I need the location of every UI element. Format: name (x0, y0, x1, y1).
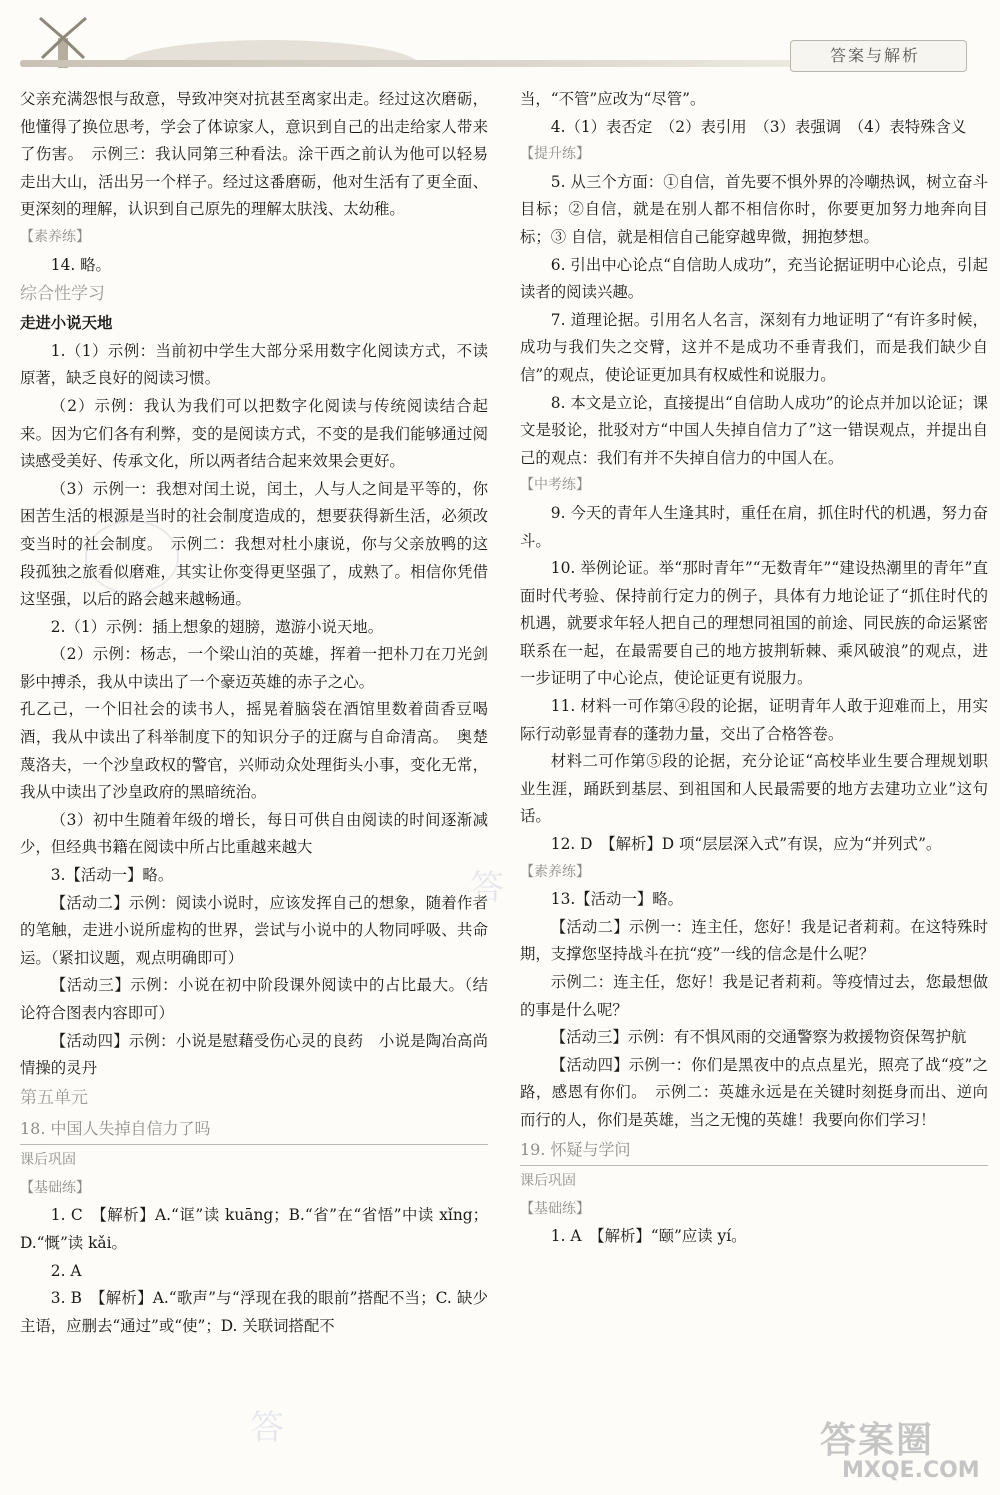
sub-heading: 走进小说天地 (20, 314, 113, 333)
section-label: 【基础练】 (20, 1179, 90, 1196)
section-label: 【中考练】 (520, 477, 590, 494)
lesson-title: 18. 中国人失掉自信力了吗 (20, 1114, 488, 1145)
answer-paragraph: 孔乙己，一个旧社会的读书人，摇晃着脑袋在酒馆里数着茴香豆喝酒，我从中读出了科举制度下的知识分子的迂腐与自命清高。 奥楚蔑洛夫，一个沙皇政权的警官，兴师动众处理街头小事，变化无常，我从中读出了沙皇政府的黑暗统治。 (20, 700, 488, 802)
site-logo-url: MXQE.COM (842, 1458, 980, 1483)
answer-paragraph: 1. A 【解析】“颐”应读 yí。 (550, 1227, 747, 1246)
answer-paragraph: 8. 本文是立论，直接提出“自信助人成功”的论点并加以论证；课文是驳论，批驳对方“中国人失掉自信力了”这一错误观点，并提出自己的观点：我们有并不失掉自信力的中国人在。 (520, 393, 988, 467)
answer-paragraph: 11. 材料一可作第④段的论据，证明青年人敢于迎难而上，用实际行动彰显青春的蓬勃力量，交出了合格答卷。 (520, 697, 988, 743)
answer-paragraph: 4.（1）表否定 （2）表引用 （3）表强调 （4）表特殊含义 (550, 117, 967, 136)
answer-paragraph: 9. 今天的青年人生逢其时，重任在肩，抓住时代的机遇，努力奋斗。 (520, 503, 988, 550)
site-logo: 答案圈 (820, 1420, 935, 1461)
practice-label: 课后巩固 (520, 1172, 576, 1189)
section-label: 【素养练】 (20, 228, 90, 245)
answer-paragraph: 10. 举例论证。举“那时青年”“无数青年”“建设热潮里的青年”直面时代考验、保持前行定力的例子，具体有力地论证了“抓住时代的机遇，就要求年轻人把自己的理想同祖国的前途、同民族的命运紧密联系在一起，在最需要自己的地方披荆斩棘、乘风破浪”的观点，进一步证明了中心论点，使论证更有说服力。 (520, 559, 988, 688)
answer-paragraph: 【活动三】示例：有不惧风雨的交通警察为救援物资保驾护航 (550, 1028, 967, 1047)
lesson-title: 19. 怀疑与学问 (520, 1135, 988, 1166)
watermark: 答 (250, 1408, 284, 1448)
answer-paragraph: 2. A (50, 1261, 82, 1280)
answer-paragraph: 13.【活动一】略。 (550, 890, 684, 909)
answer-paragraph: 【活动二】示例：阅读小说时，应该发挥自己的想象，随着作者的笔触，走进小说所虚构的世界，尝试与小说中的人物同呼吸、共命运。（紧扣议题，观点明确即可） (20, 893, 488, 967)
answer-paragraph: 2.（1）示例：插上想象的翅膀，遨游小说天地。 (50, 617, 384, 636)
answer-paragraph: 7. 道理论据。引用名人名言，深刻有力地证明了“有许多时候，成功与我们失之交臂，这并不是成功不垂青我们，而是我们缺少自信”的观点，使论证更加具有权威性和说服力。 (520, 310, 988, 384)
section-label: 【提升练】 (520, 146, 590, 163)
answer-paragraph: 3.【活动一】略。 (50, 866, 174, 885)
section-heading: 第五单元 (20, 1087, 88, 1108)
practice-label: 课后巩固 (20, 1151, 76, 1168)
answer-paragraph: （3）初中生随着年级的增长，每日可供自由阅读的时间逐渐减少，但经典书籍在阅读中所占比重越来越大 (20, 810, 488, 857)
section-label: 【素养练】 (520, 863, 590, 880)
answer-paragraph: 示例二：连主任，您好！我是记者莉莉。等疫情过去，您最想做的事是什么呢？ (520, 973, 988, 1019)
answer-paragraph: 1. C 【解析】A.“诓”读 kuāng；B.“省”在“省悟”中读 xǐng；D.“慨”读 kǎi。 (20, 1206, 488, 1252)
answer-paragraph: 12. D 【解析】D 项“层层深入式”有误，应为“并列式”。 (550, 835, 942, 854)
right-column (520, 86, 988, 1251)
answer-paragraph: 【活动四】示例：小说是慰藉受伤心灵的良药 小说是陶冶高尚情操的灵丹 (20, 1031, 488, 1078)
section-heading: 综合性学习 (20, 284, 105, 305)
left-column (20, 86, 488, 1340)
answer-paragraph: 【活动二】示例一：连主任，您好！我是记者莉莉。在这特殊时期，支撑您坚持战斗在抗“疫”一线的信念是什么呢？ (520, 917, 988, 964)
answer-paragraph: 3. B 【解析】A.“歌声”与“浮现在我的眼前”搭配不当；C. 缺少主语，应删去“通过”或“使”；D. 关联词搭配不 (20, 1289, 488, 1335)
answer-paragraph: 1.（1）示例：当前初中学生大部分采用数字化阅读方式，不读原著，缺乏良好的阅读习惯。 (20, 341, 488, 388)
watermark: 答 (470, 868, 504, 908)
answer-paragraph: （2）示例：我认为我们可以把数字化阅读与传统阅读结合起来。因为它们各有利弊，变的是阅读方式，不变的是我们能够通过阅读感受美好、传承文化，所以两者结合起来效果会更好。 (20, 396, 488, 471)
answer-paragraph: 材料二可作第⑤段的论据，充分论证“高校毕业生要合理规划职业生涯，踊跃到基层、到祖国和人民最需要的地方去建功立业”这句话。 (520, 752, 988, 826)
section-label: 【基础练】 (520, 1200, 590, 1217)
answer-paragraph: 【活动四】示例一：你们是黑夜中的点点星光，照亮了战“疫”之路，感恩有你们。 示例二：英雄永远是在关键时刻挺身而出、逆向而行的人，你们是英雄，当之无愧的英雄！我要向你们学习！ (520, 1055, 988, 1129)
answer-paragraph: （3）示例一：我想对闰土说，闰土，人与人之间是平等的，你困苦生活的根源是当时的社会制度造成的，想要获得新生活，必须改变当时的社会制度。 示例二：我想对杜小康说，你与父亲放鸭的这段孤独之旅看似磨难，其实让你变得更坚强了，成熟了。相信你凭借这坚强，以后的路会越来越畅通。 (20, 479, 488, 609)
header-bar (20, 60, 800, 67)
answer-paragraph: 5. 从三个方面：①自信，首先要不惧外界的冷嘲热讽，树立奋斗目标；②自信，就是在别人都不相信你时，你要更加努力地奔向目标；③ 自信，就是相信自己能穿越卑微，拥抱梦想。 (520, 172, 988, 246)
answer-paragraph: 父亲充满怨恨与敌意，导致冲突对抗甚至离家出走。经过这次磨砺，他懂得了换位思考，学会了体谅家人，意识到自己的出走给家人带来了伤害。 示例三：我认同第三种看法。涂干西之前认为他可以轻易走出大山，活出另一个样子。经过这番磨砺，他对生活有了更全面、更深刻的理解，认识到自己原先的理解太肤浅、太幼稚。 (20, 90, 488, 219)
answer-paragraph: 当，“不管”应改为“尽管”。 (520, 90, 706, 108)
answer-paragraph: 6. 引出中心论点“自信助人成功”，充当论据证明中心论点，引起读者的阅读兴趣。 (520, 255, 988, 302)
header-title: 答案与解析 (830, 46, 921, 65)
answer-paragraph: （2）示例：杨志，一个梁山泊的英雄，挥着一把朴刀在刀光剑影中搏杀，我从中读出了一个豪迈英雄的赤子之心。 (20, 645, 488, 691)
answer-paragraph: 【活动三】示例：小说在初中阶段课外阅读中的占比最大。（结论符合图表内容即可） (20, 976, 488, 1022)
page-header (0, 0, 1000, 82)
answer-paragraph: 14. 略。 (50, 255, 111, 274)
stamp-mark (85, 520, 179, 594)
